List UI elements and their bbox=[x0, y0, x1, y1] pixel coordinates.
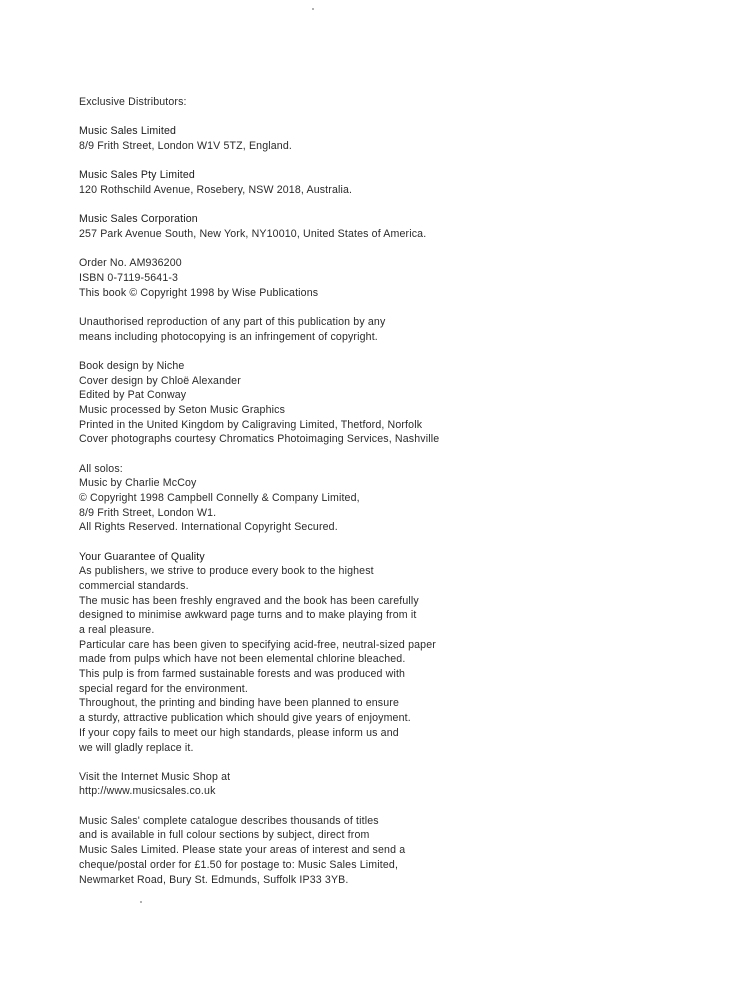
credit-line: Music processed by Seton Music Graphics bbox=[79, 403, 286, 416]
solos-line: All Rights Reserved. International Copyright Secured. bbox=[79, 521, 338, 534]
credit-line: Edited by Pat Conway bbox=[79, 389, 187, 402]
internet-shop-line: Visit the Internet Music Shop at bbox=[79, 770, 231, 783]
distributors-heading: Exclusive Distributors: bbox=[79, 96, 187, 108]
guarantee-line: The music has been freshly engraved and the book has been carefully bbox=[79, 594, 419, 607]
website-url: http://www.musicsales.co.uk bbox=[79, 785, 216, 798]
guarantee-line: we will gladly replace it. bbox=[79, 741, 194, 754]
guarantee-line: Throughout, the printing and binding have been planned to ensure bbox=[79, 697, 399, 710]
solos-line: All solos: bbox=[79, 462, 123, 475]
guarantee-line: commercial standards. bbox=[79, 579, 189, 592]
guarantee-line: designed to minimise awkward page turns and to make playing from it bbox=[79, 609, 417, 622]
guarantee-line: If your copy fails to meet our high standards, please inform us and bbox=[79, 726, 399, 739]
paper-speck bbox=[312, 8, 314, 10]
distributor-name: Music Sales Pty Limited bbox=[79, 169, 195, 182]
guarantee-line: a real pleasure. bbox=[79, 624, 155, 636]
catalogue-line: and is available in full colour sections by subject, direct from bbox=[79, 829, 370, 842]
warning-line: means including photocopying is an infringement of copyright. bbox=[79, 330, 378, 343]
credit-line: Cover design by Chloë Alexander bbox=[79, 374, 241, 387]
book-copyright: This book © Copyright 1998 by Wise Publications bbox=[79, 286, 319, 299]
distributor-name: Music Sales Limited bbox=[79, 125, 177, 138]
solos-line: © Copyright 1998 Campbell Connelly & Company Limited, bbox=[79, 491, 360, 504]
guarantee-line: a sturdy, attractive publication which should give years of enjoyment. bbox=[79, 712, 411, 725]
credit-line: Printed in the United Kingdom by Caligraving Limited, Thetford, Norfolk bbox=[79, 418, 423, 431]
guarantee-line: This pulp is from farmed sustainable forests and was produced with bbox=[79, 668, 406, 681]
guarantee-line: As publishers, we strive to produce every book to the highest bbox=[79, 565, 374, 578]
distributor-address: 257 Park Avenue South, New York, NY10010, United States of America. bbox=[79, 227, 427, 240]
solos-line: 8/9 Frith Street, London W1. bbox=[79, 506, 217, 519]
warning-line: Unauthorised reproduction of any part of this publication by any bbox=[79, 315, 386, 328]
solos-line: Music by Charlie McCoy bbox=[79, 477, 197, 490]
guarantee-heading: Your Guarantee of Quality bbox=[79, 550, 205, 563]
guarantee-line: Particular care has been given to specifying acid-free, neutral-sized paper bbox=[79, 638, 436, 651]
catalogue-line: Newmarket Road, Bury St. Edmunds, Suffolk IP33 3YB. bbox=[79, 873, 349, 886]
guarantee-line: special regard for the environment. bbox=[79, 682, 248, 695]
paper-speck bbox=[140, 901, 142, 903]
guarantee-line: made from pulps which have not been elemental chlorine bleached. bbox=[79, 653, 406, 666]
distributor-address: 120 Rothschild Avenue, Rosebery, NSW 2018, Australia. bbox=[79, 183, 353, 196]
catalogue-line: Music Sales' complete catalogue describes thousands of titles bbox=[79, 814, 379, 827]
credit-line: Cover photographs courtesy Chromatics Photoimaging Services, Nashville bbox=[79, 433, 440, 446]
distributor-name: Music Sales Corporation bbox=[79, 213, 198, 226]
credit-line: Book design by Niche bbox=[79, 359, 185, 372]
distributor-address: 8/9 Frith Street, London W1V 5TZ, England. bbox=[79, 139, 292, 152]
order-number: Order No. AM936200 bbox=[79, 257, 182, 270]
isbn: ISBN 0-7119-5641-3 bbox=[79, 271, 179, 284]
catalogue-line: Music Sales Limited. Please state your areas of interest and send a bbox=[79, 844, 406, 857]
copyright-text-block bbox=[79, 95, 719, 887]
catalogue-line: cheque/postal order for £1.50 for postage to: Music Sales Limited, bbox=[79, 858, 399, 871]
